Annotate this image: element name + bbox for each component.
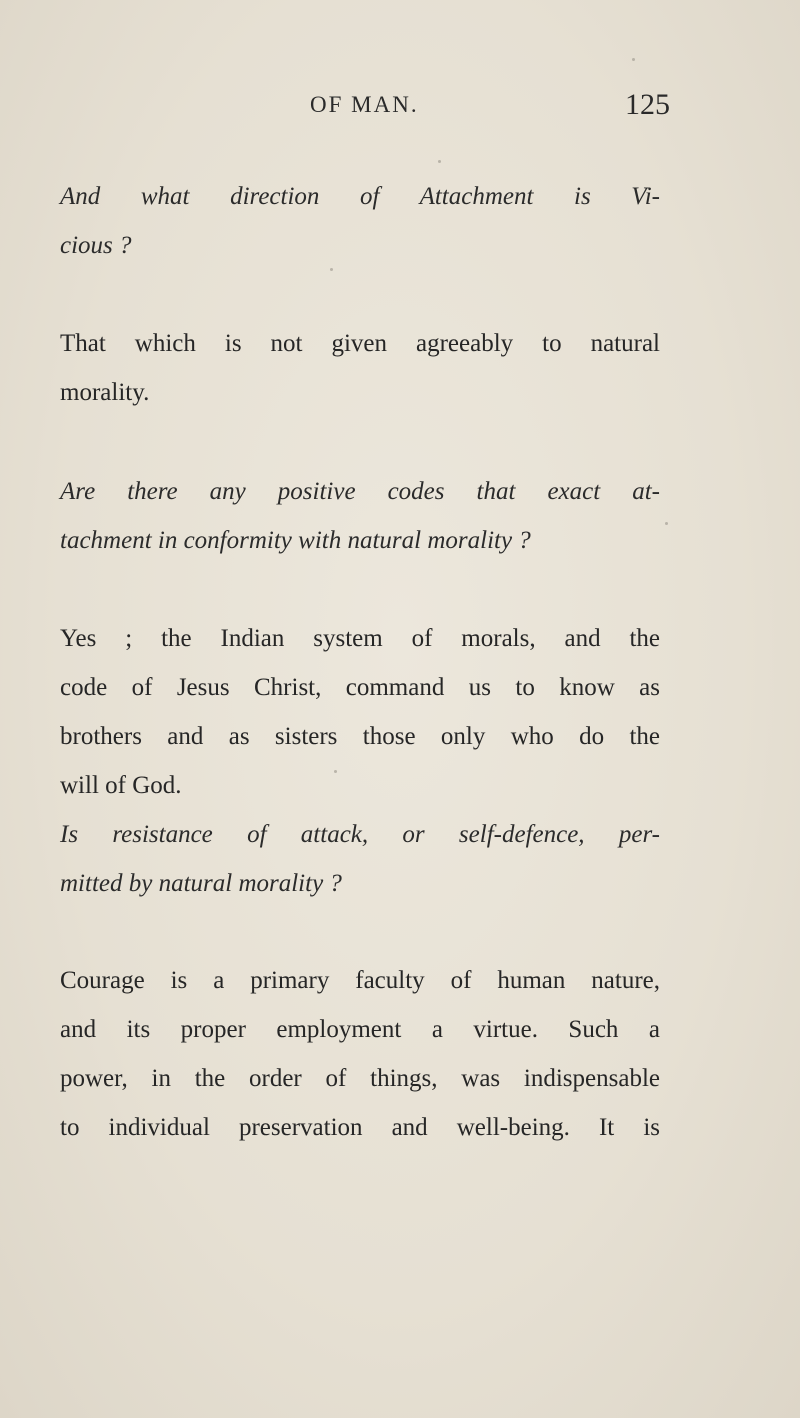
text-line: tachment in conformity with natural morality ? bbox=[60, 527, 531, 554]
paper-speck bbox=[334, 770, 337, 773]
text-line: That which is not given agreeably to natural bbox=[60, 330, 660, 357]
text-line: mitted by natural morality ? bbox=[60, 870, 342, 897]
text-line: to individual preservation and well-being. It is bbox=[60, 1114, 660, 1141]
question-positive-codes bbox=[60, 467, 660, 565]
text-line: Courage is a primary faculty of human nature, bbox=[60, 967, 660, 994]
text-line: power, in the order of things, was indispensable bbox=[60, 1065, 660, 1092]
answer-attachment-vicious bbox=[60, 319, 660, 417]
page-number: 125 bbox=[625, 88, 670, 121]
question-self-defence bbox=[60, 810, 660, 908]
answer-self-defence bbox=[60, 956, 660, 1152]
text-line: and its proper employment a virtue. Such a bbox=[60, 1016, 660, 1043]
text-line: code of Jesus Christ, command us to know as bbox=[60, 674, 660, 701]
answer-positive-codes bbox=[60, 614, 660, 810]
text-line: Is resistance of attack, or self-defence, per- bbox=[60, 821, 660, 848]
text-line: And what direction of Attachment is Vi- bbox=[60, 183, 660, 210]
running-head: OF MAN. bbox=[310, 92, 419, 117]
text-line: Yes ; the Indian system of morals, and the bbox=[60, 625, 660, 652]
text-line: cious ? bbox=[60, 232, 132, 259]
paper-speck bbox=[632, 58, 635, 61]
paper-speck bbox=[438, 160, 441, 163]
text-line: Are there any positive codes that exact at- bbox=[60, 478, 660, 505]
text-line: will of God. bbox=[60, 772, 182, 799]
paper-speck bbox=[330, 268, 333, 271]
question-attachment-vicious bbox=[60, 172, 660, 270]
text-line: morality. bbox=[60, 379, 150, 406]
page-header bbox=[0, 88, 800, 132]
paper-speck bbox=[665, 522, 668, 525]
text-line: brothers and as sisters those only who do the bbox=[60, 723, 660, 750]
